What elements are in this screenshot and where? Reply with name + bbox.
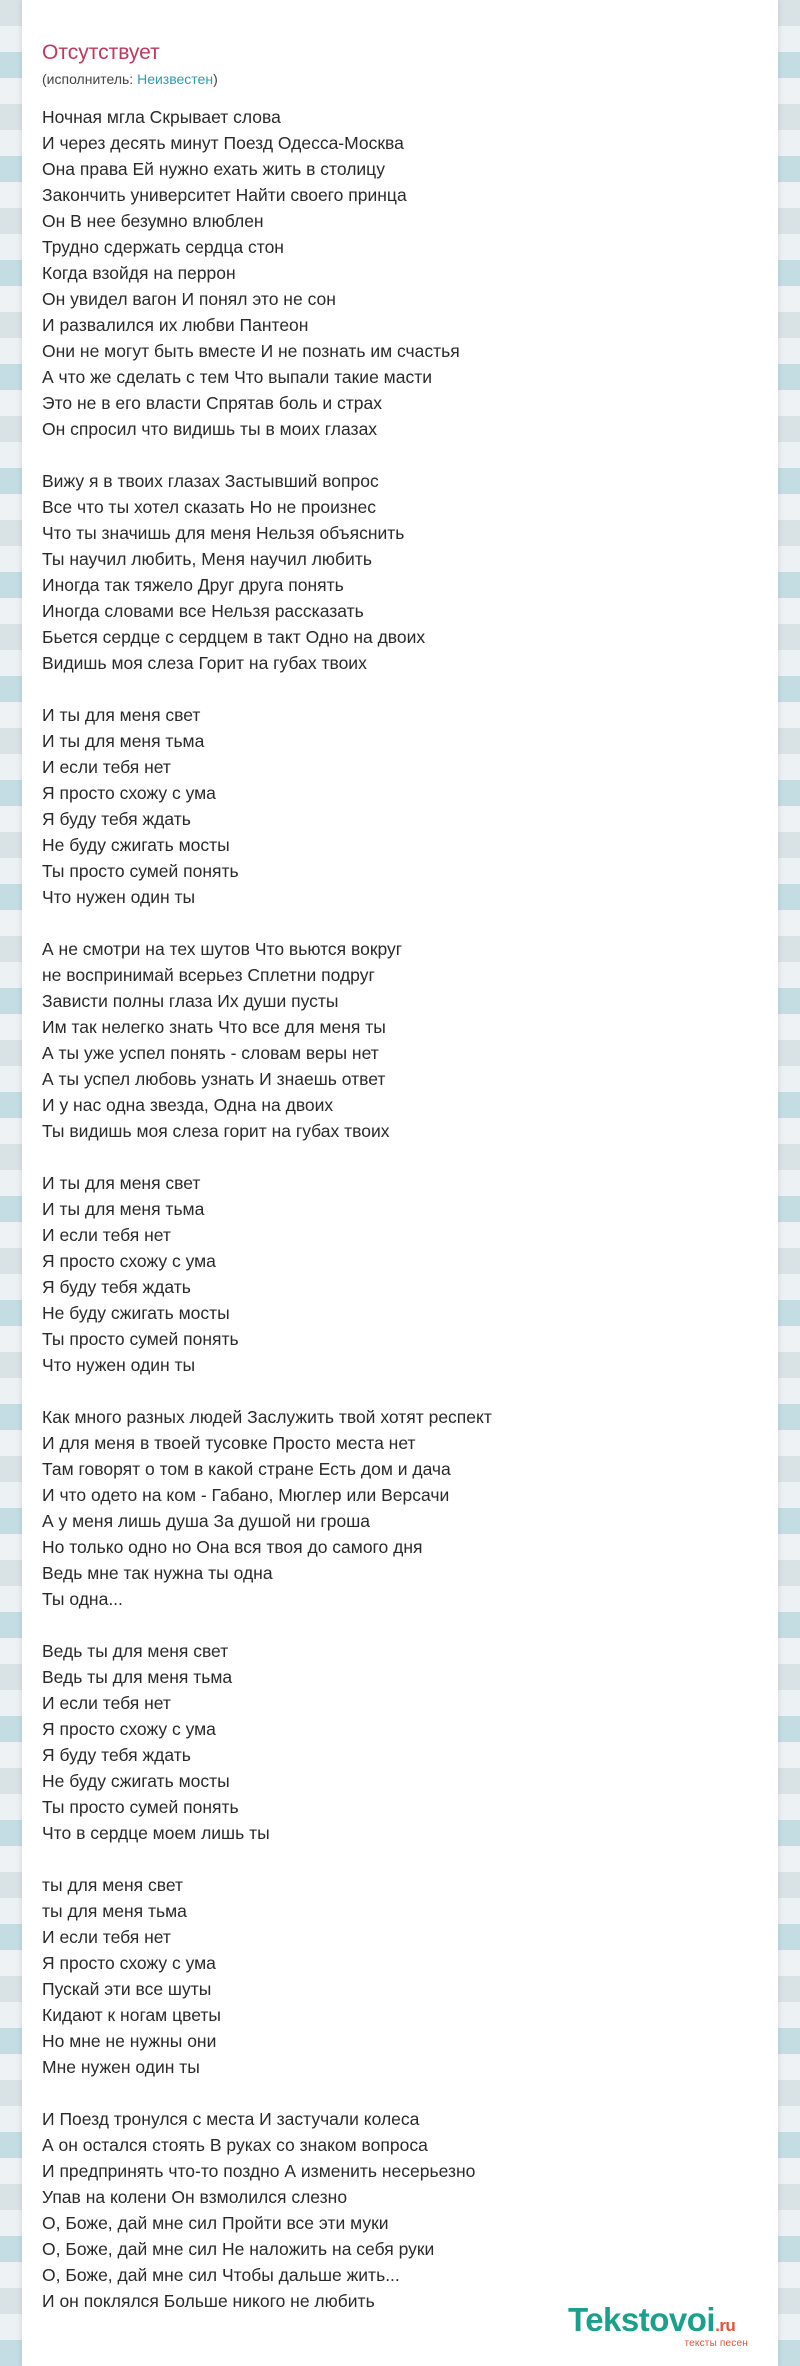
lyric-line: И ты для меня свет: [42, 705, 201, 725]
stanza-gap: [42, 442, 742, 468]
logo-tld: .ru: [715, 2316, 736, 2335]
lyric-line: Что ты значишь для меня Нельзя объяснить: [42, 523, 405, 543]
lyric-line: Не буду сжигать мосты: [42, 1771, 230, 1791]
stanza-gap: [42, 1846, 742, 1872]
lyric-line: Как много разных людей Заслужить твой хотят респект: [42, 1407, 492, 1427]
lyrics-text: [42, 104, 742, 2314]
lyric-line: Я просто схожу с ума: [42, 1251, 216, 1271]
artist-line: [42, 70, 218, 88]
lyric-line: Я буду тебя ждать: [42, 1745, 191, 1765]
lyric-line: А не смотри на тех шутов Что вьются вокруг: [42, 939, 403, 959]
song-title: Отсутствует: [42, 41, 160, 64]
lyric-line: Иногда так тяжело Друг друга понять: [42, 575, 344, 595]
lyric-line: А у меня лишь душа За душой ни гроша: [42, 1511, 370, 1531]
lyric-line: Ведь ты для меня тьма: [42, 1667, 233, 1687]
lyric-line: И ты для меня свет: [42, 1173, 201, 1193]
lyric-line: Ночная мгла Скрывает слова: [42, 107, 281, 127]
lyric-line: Ведь ты для меня свет: [42, 1641, 229, 1661]
lyric-line: Зависти полны глаза Их души пусты: [42, 991, 339, 1011]
lyric-line: Закончить университет Найти своего принца: [42, 185, 407, 205]
lyric-line: Я просто схожу с ума: [42, 1719, 216, 1739]
lyric-line: И у нас одна звезда, Одна на двоих: [42, 1095, 334, 1115]
lyric-line: И развалился их любви Пантеон: [42, 315, 309, 335]
lyric-line: И предпринять что-то поздно А изменить несерьезно: [42, 2161, 476, 2181]
site-logo[interactable]: [568, 2302, 768, 2352]
lyric-line: Когда взойдя на перрон: [42, 263, 236, 283]
lyric-line: Он увидел вагон И понял это не сон: [42, 289, 336, 309]
lyric-line: ты для меня тьма: [42, 1901, 187, 1921]
lyric-line: Что нужен один ты: [42, 887, 196, 907]
stanza-gap: [42, 2080, 742, 2106]
lyric-line: И Поезд тронулся с места И застучали колеса: [42, 2109, 420, 2129]
logo-tagline: тексты песен: [684, 2338, 748, 2349]
lyric-line: Не буду сжигать мосты: [42, 1303, 230, 1323]
lyric-line: не воспринимай всерьез Сплетни подруг: [42, 965, 375, 985]
lyric-line: Бьется сердце с сердцем в такт Одно на двоих: [42, 627, 426, 647]
lyric-line: Я просто схожу с ума: [42, 1953, 216, 1973]
lyric-line: Они не могут быть вместе И не познать им счастья: [42, 341, 460, 361]
lyrics-card: [22, 0, 778, 2366]
lyric-line: Но только одно но Она вся твоя до самого дня: [42, 1537, 423, 1557]
lyric-line: Я буду тебя ждать: [42, 1277, 191, 1297]
lyric-line: Ты видишь моя слеза горит на губах твоих: [42, 1121, 390, 1141]
lyric-line: Ты просто сумей понять: [42, 1329, 239, 1349]
lyric-line: Не буду сжигать мосты: [42, 835, 230, 855]
lyric-line: И если тебя нет: [42, 1693, 171, 1713]
lyric-line: О, Боже, дай мне сил Чтобы дальше жить...: [42, 2265, 400, 2285]
lyric-line: Кидают к ногам цветы: [42, 2005, 221, 2025]
lyric-line: Она права Ей нужно ехать жить в столицу: [42, 159, 385, 179]
artist-suffix: ): [213, 71, 218, 87]
stanza-gap: [42, 1378, 742, 1404]
lyric-line: О, Боже, дай мне сил Не наложить на себя руки: [42, 2239, 435, 2259]
lyric-line: И если тебя нет: [42, 1927, 171, 1947]
lyric-line: А ты успел любовь узнать И знаешь ответ: [42, 1069, 386, 1089]
lyric-line: Но мне не нужны они: [42, 2031, 217, 2051]
stanza-gap: [42, 1144, 742, 1170]
lyric-line: Упав на колени Он взмолился слезно: [42, 2187, 348, 2207]
artist-prefix: (исполнитель:: [42, 71, 138, 87]
lyric-line: И ты для меня тьма: [42, 731, 205, 751]
lyric-line: Там говорят о том в какой стране Есть дом и дача: [42, 1459, 451, 1479]
artist-link[interactable]: Неизвестен: [137, 71, 214, 87]
lyric-line: Видишь моя слеза Горит на губах твоих: [42, 653, 367, 673]
lyric-line: О, Боже, дай мне сил Пройти все эти муки: [42, 2213, 389, 2233]
lyric-line: Пускай эти все шуты: [42, 1979, 212, 1999]
lyric-line: ты для меня свет: [42, 1875, 183, 1895]
lyric-line: И ты для меня тьма: [42, 1199, 205, 1219]
lyric-line: Это не в его власти Спрятав боль и страх: [42, 393, 382, 413]
lyric-line: Что в сердце моем лишь ты: [42, 1823, 270, 1843]
lyric-line: Я буду тебя ждать: [42, 809, 191, 829]
stanza-gap: [42, 910, 742, 936]
lyric-line: Он спросил что видишь ты в моих глазах: [42, 419, 378, 439]
lyric-line: Ты просто сумей понять: [42, 1797, 239, 1817]
lyric-line: А что же сделать с тем Что выпали такие масти: [42, 367, 432, 387]
lyric-line: Ты одна...: [42, 1589, 123, 1609]
lyric-line: Ведь мне так нужна ты одна: [42, 1563, 273, 1583]
lyric-line: И что одето на ком - Габано, Мюглер или Версачи: [42, 1485, 450, 1505]
lyric-line: Мне нужен один ты: [42, 2057, 200, 2077]
lyric-line: А он остался стоять В руках со знаком вопроса: [42, 2135, 428, 2155]
lyric-line: Вижу я в твоих глазах Застывший вопрос: [42, 471, 379, 491]
logo-name: Tekstovoi: [568, 2301, 716, 2338]
lyric-line: Ты просто сумей понять: [42, 861, 239, 881]
lyric-line: Ты научил любить, Меня научил любить: [42, 549, 372, 569]
lyric-line: И он поклялся Больше никого не любить: [42, 2291, 375, 2311]
lyric-line: Иногда словами все Нельзя рассказать: [42, 601, 364, 621]
lyric-line: Он В нее безумно влюблен: [42, 211, 264, 231]
lyric-line: И если тебя нет: [42, 757, 171, 777]
lyric-line: И для меня в твоей тусовке Просто места нет: [42, 1433, 416, 1453]
lyric-line: Им так нелегко знать Что все для меня ты: [42, 1017, 386, 1037]
lyric-line: И через десять минут Поезд Одесса-Москва: [42, 133, 404, 153]
lyric-line: Я просто схожу с ума: [42, 783, 216, 803]
stanza-gap: [42, 1612, 742, 1638]
lyric-line: Все что ты хотел сказать Но не произнес: [42, 497, 377, 517]
lyric-line: Что нужен один ты: [42, 1355, 196, 1375]
lyric-line: А ты уже успел понять - словам веры нет: [42, 1043, 379, 1063]
lyric-line: И если тебя нет: [42, 1225, 171, 1245]
lyric-line: Трудно сдержать сердца стон: [42, 237, 284, 257]
stanza-gap: [42, 676, 742, 702]
